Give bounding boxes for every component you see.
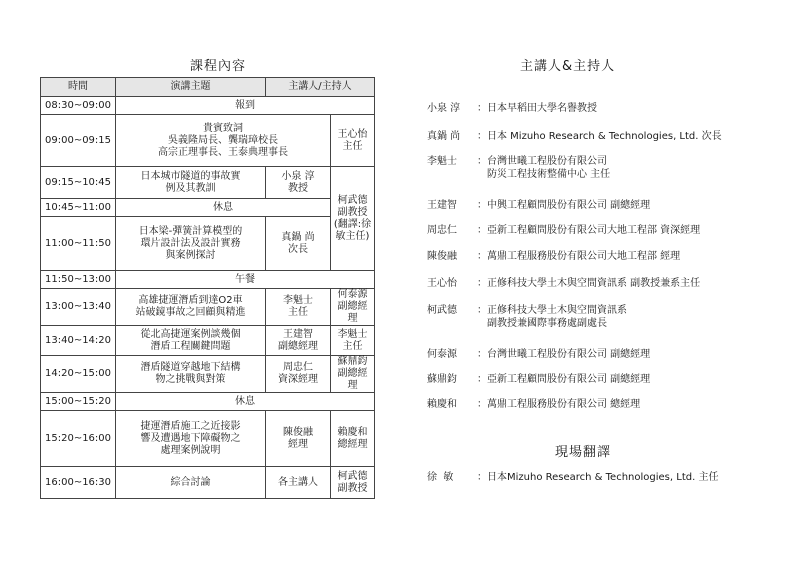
table-row	[41, 199, 375, 217]
schedule-table	[40, 77, 375, 499]
affiliation-line: 防災工程技術整備中心 主任	[487, 169, 611, 180]
host-line: 副總經理	[337, 368, 368, 391]
speaker-affiliation: 萬鼎工程服務股份有限公司大地工程部 經理	[487, 251, 681, 262]
speaker-line: 王建智	[283, 328, 313, 340]
speaker-name: 賴慶和	[427, 399, 457, 410]
speaker-name: 小泉 淳	[427, 103, 461, 114]
topic-line: 日本城市隧道的事故實	[140, 170, 241, 182]
speaker-line: 小泉 淳	[281, 170, 315, 182]
speaker-name: 何泰源	[427, 349, 457, 360]
speaker-line: 經理	[288, 438, 308, 450]
topic-line: 貴賓致詞	[203, 122, 243, 134]
speaker-line: 真鍋 尚	[281, 231, 315, 243]
speaker-entry: 李魁士 ：台灣世曦工程股份有限公司 防災工程技術整備中心 主任	[427, 156, 611, 180]
speaker-entry: 真鍋 尚 ：日本 Mizuho Research & Technologies, Ltd. 次長	[427, 131, 722, 142]
speaker-cell	[266, 217, 331, 271]
speaker-entry: 王心怡 ：正修科技大學土木與空間資訊系 副教授兼系主任	[427, 278, 701, 289]
topic-line: 捷運潛盾施工之近接影	[140, 420, 241, 432]
table-row	[41, 271, 375, 289]
speaker-line: 次長	[288, 243, 308, 255]
topic-line: 潛盾工程關鍵問題	[150, 340, 231, 352]
speaker-entry: 王建智 ：中興工程顧問股份有限公司 副總經理	[427, 200, 651, 211]
time-cell: 11:00~11:50	[41, 217, 116, 271]
topic-cell: 綜合討論	[116, 467, 266, 499]
speaker-line: 資深經理	[278, 374, 318, 385]
host-cell	[331, 326, 375, 356]
time-cell: 14:20~15:00	[41, 356, 116, 393]
speaker-line: 周忠仁	[283, 362, 313, 373]
speaker-affiliation: 日本 Mizuho Research & Technologies, Ltd. 次長	[487, 131, 722, 142]
speaker-cell	[331, 115, 375, 167]
affiliation-line: 副教授兼國際事務處副處長	[487, 318, 607, 329]
host-cell	[331, 289, 375, 326]
topic-cell: 休息	[116, 199, 331, 217]
table-header-row	[41, 78, 375, 97]
time-cell: 13:40~14:20	[41, 326, 116, 356]
topic-cell	[116, 289, 266, 326]
topic-cell	[116, 411, 266, 467]
speaker-affiliation: 亞新工程顧問股份有限公司大地工程部 資深經理	[487, 225, 701, 236]
host-line: 何泰源	[337, 289, 368, 300]
topic-line: 日本梁-彈簧計算模型的	[138, 225, 243, 237]
speaker-affiliation	[487, 304, 627, 330]
speaker-affiliation: 日本早稻田大學名譽教授	[487, 103, 597, 114]
host-line: 總經理	[337, 438, 368, 450]
speaker-entry: 陳俊融 ：萬鼎工程服務股份有限公司大地工程部 經理	[427, 251, 681, 262]
header-time: 時間	[41, 78, 116, 97]
affiliation-line: 正修科技大學土木與空間資訊系	[487, 305, 627, 316]
affiliation-line: 台灣世曦工程股份有限公司	[487, 156, 607, 167]
host-line: 主任	[342, 340, 363, 352]
speaker-name: 柯武德	[427, 305, 457, 316]
table-row	[41, 115, 375, 167]
host-line: 副教授	[337, 482, 368, 494]
table-row	[41, 289, 375, 326]
speaker-line: 王心怡	[337, 128, 368, 140]
topic-cell	[116, 217, 266, 271]
speaker-cell	[266, 289, 331, 326]
speaker-cell	[266, 411, 331, 467]
speaker-line: 副總經理	[278, 340, 318, 352]
topic-line: 潛盾隧道穿越地下結構	[140, 362, 241, 373]
topic-line: 響及遭遇地下障礙物之	[140, 432, 241, 444]
table-row	[41, 467, 375, 499]
topic-cell: 午餐	[116, 271, 375, 289]
speaker-name: 陳俊融	[427, 251, 457, 262]
host-cell	[331, 467, 375, 499]
time-cell: 10:45~11:00	[41, 199, 116, 217]
speaker-cell	[266, 167, 331, 199]
speaker-affiliation: 中興工程顧問股份有限公司 副總經理	[487, 200, 651, 211]
table-row	[41, 97, 375, 115]
speaker-name: 王建智	[427, 200, 457, 211]
host-line: 副總經理	[337, 301, 368, 324]
speaker-line: 主任	[288, 307, 308, 318]
speaker-name: 真鍋 尚	[427, 131, 461, 142]
host-cell	[331, 167, 375, 271]
table-row	[41, 217, 375, 271]
speaker-line: 教授	[288, 182, 308, 194]
header-speaker: 主講人/主持人	[266, 78, 375, 97]
topic-cell: 休息	[116, 393, 375, 411]
topic-line: 與案例探討	[165, 249, 216, 261]
host-line: (翻譯:徐	[333, 218, 372, 230]
speaker-affiliation: 正修科技大學土木與空間資訊系 副教授兼系主任	[487, 278, 701, 289]
host-line: 賴慶和	[337, 426, 368, 438]
time-cell: 09:00~09:15	[41, 115, 116, 167]
table-row	[41, 393, 375, 411]
topic-line: 環片設計法及設計實務	[140, 237, 241, 249]
host-cell	[331, 356, 375, 393]
interpreter-name: 徐 敏	[427, 472, 454, 483]
host-line: 蘇鼎鈞	[337, 356, 368, 367]
interpreter-entry: 徐 敏 ：日本Mizuho Research & Technologies, Ltd. 主任	[427, 472, 719, 483]
speaker-entry: 小泉 淳 ：日本早稻田大學名譽教授	[427, 103, 597, 114]
speaker-affiliation	[487, 155, 610, 181]
topic-line: 高雄捷運潛盾到達O2車	[138, 295, 243, 306]
speaker-cell: 各主講人	[266, 467, 331, 499]
topic-cell	[116, 356, 266, 393]
topic-cell: 報到	[116, 97, 375, 115]
speaker-affiliation: 亞新工程顧問股份有限公司 副總經理	[487, 374, 651, 385]
speaker-line: 主任	[342, 140, 363, 152]
speaker-entry: 柯武德 ：正修科技大學土木與空間資訊系 副教授兼國際事務處副處長	[427, 305, 627, 329]
host-line: 柯武德	[337, 194, 368, 206]
speaker-affiliation: 台灣世曦工程股份有限公司 副總經理	[487, 349, 651, 360]
topic-cell	[116, 115, 331, 167]
topic-line: 站破鏡事故之回顧與精進	[135, 307, 246, 318]
speaker-line: 李魁士	[283, 295, 313, 306]
topic-line: 處理案例說明	[160, 444, 221, 456]
host-line: 敏主任)	[335, 230, 370, 242]
speaker-entry: 何泰源 ：台灣世曦工程股份有限公司 副總經理	[427, 349, 651, 360]
topic-line: 吳義隆局長、龔瑞璋校長	[168, 134, 278, 146]
topic-cell	[116, 326, 266, 356]
topic-cell	[116, 167, 266, 199]
speaker-name: 王心怡	[427, 278, 457, 289]
topic-line: 物之挑戰與對策	[155, 374, 226, 385]
time-cell: 15:00~15:20	[41, 393, 116, 411]
interpreter-affiliation: 日本Mizuho Research & Technologies, Ltd. 主任	[487, 472, 719, 483]
host-line: 副教授	[337, 206, 368, 218]
time-cell: 15:20~16:00	[41, 411, 116, 467]
speaker-cell	[266, 356, 331, 393]
topic-line: 高宗正理事長、王泰典理事長	[158, 146, 288, 158]
speaker-name: 李魁士	[427, 156, 457, 167]
topic-line: 從北高捷運案例談幾個	[140, 328, 241, 340]
table-row	[41, 326, 375, 356]
host-line: 柯武德	[337, 470, 368, 482]
speaker-line: 陳俊融	[283, 426, 313, 438]
schedule-title: 課程內容	[190, 59, 247, 74]
speaker-entry: 賴慶和 ：萬鼎工程服務股份有限公司 總經理	[427, 399, 641, 410]
table-row	[41, 167, 375, 199]
time-cell: 08:30~09:00	[41, 97, 116, 115]
table-row	[41, 411, 375, 467]
speaker-entry: 蘇鼎鈞 ：亞新工程顧問股份有限公司 副總經理	[427, 374, 651, 385]
time-cell: 09:15~10:45	[41, 167, 116, 199]
host-cell	[331, 411, 375, 467]
speaker-name: 周忠仁	[427, 225, 457, 236]
header-topic: 演講主題	[116, 78, 266, 97]
speaker-cell	[266, 326, 331, 356]
interpreter-title: 現場翻譯	[555, 445, 612, 460]
speakers-title: 主講人&主持人	[520, 59, 616, 74]
time-cell: 11:50~13:00	[41, 271, 116, 289]
time-cell: 16:00~16:30	[41, 467, 116, 499]
speaker-entry: 周忠仁 ：亞新工程顧問股份有限公司大地工程部 資深經理	[427, 225, 701, 236]
topic-line: 例及其教訓	[165, 182, 216, 194]
speaker-name: 蘇鼎鈞	[427, 374, 457, 385]
host-line: 李魁士	[337, 328, 368, 340]
speaker-affiliation: 萬鼎工程服務股份有限公司 總經理	[487, 399, 641, 410]
time-cell: 13:00~13:40	[41, 289, 116, 326]
table-row	[41, 356, 375, 393]
